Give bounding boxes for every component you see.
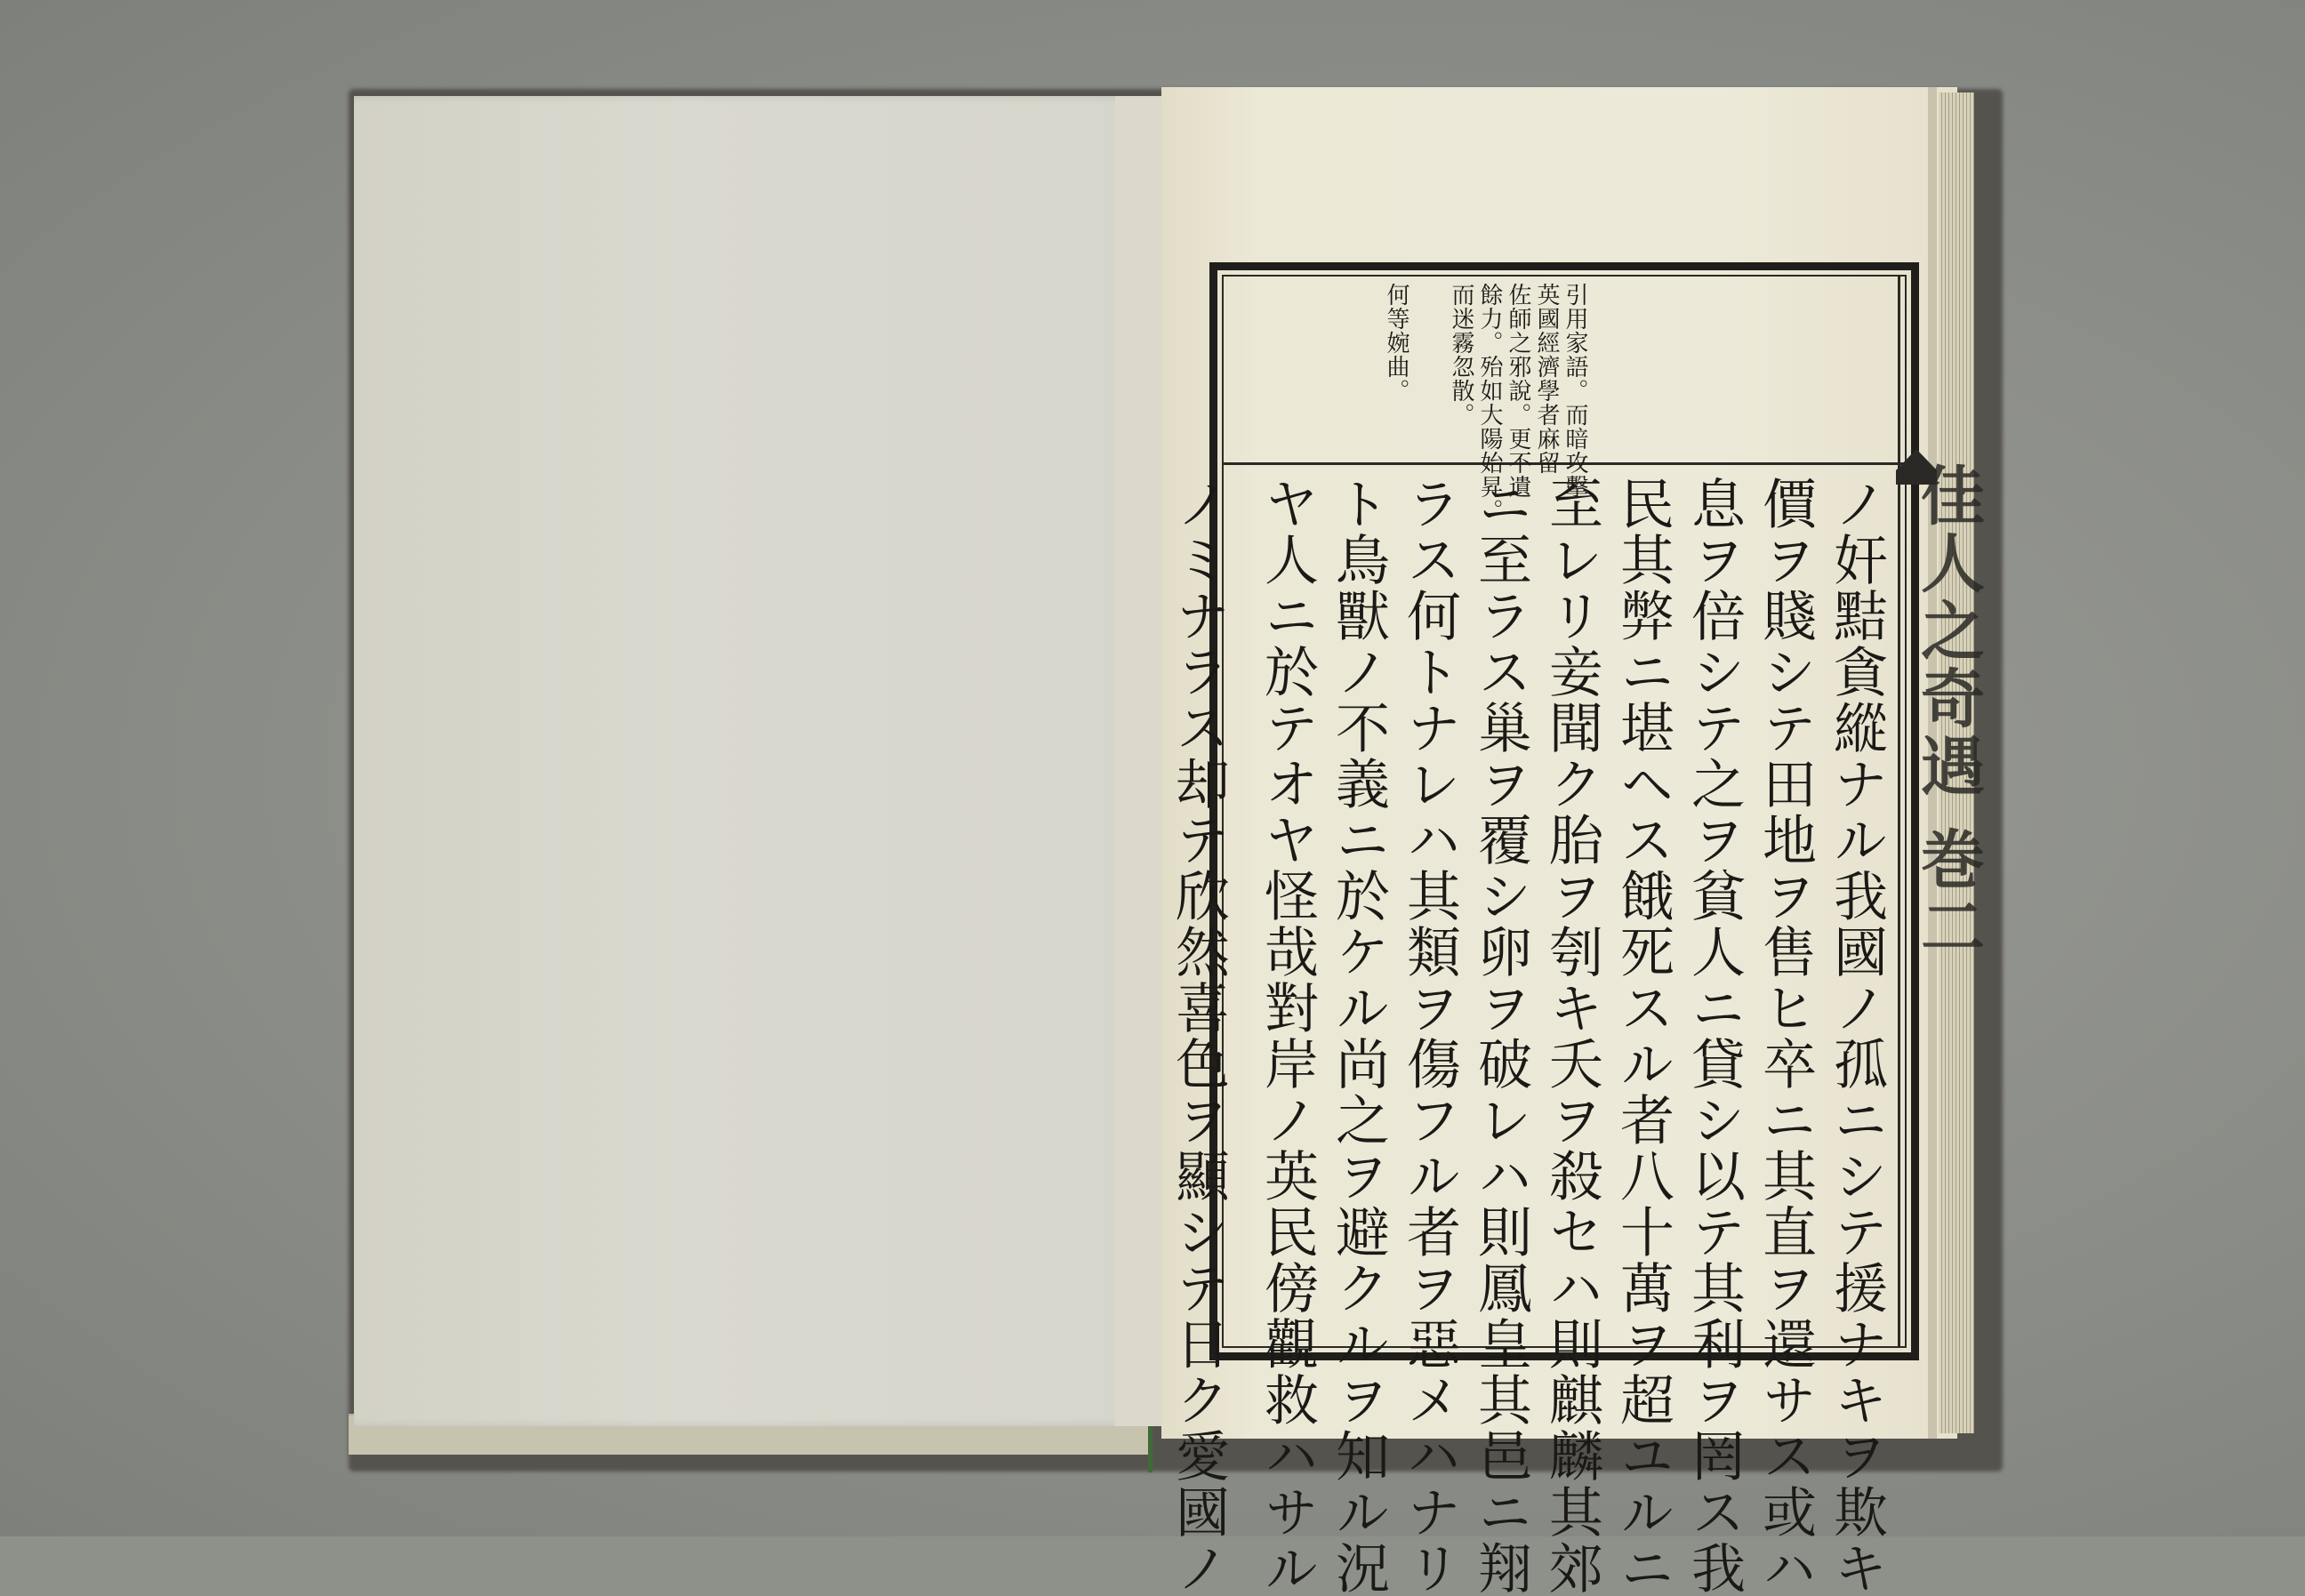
- text-column: 民其弊ニ堪ヘス餓死スル者八十萬ヲ超ユルニ: [1611, 476, 1675, 1596]
- text-column: 息ヲ倍シテ之ヲ貧人ニ貸シ以テ其利ヲ罔ス我: [1683, 476, 1746, 1596]
- header-note: 佐師之邪說。更不遺: [1505, 283, 1531, 499]
- text-column: ノミナラス却テ欣然喜色ヲ顯シテ日ク愛國ノ: [1167, 476, 1230, 1596]
- left-page-gutter: [1115, 96, 1161, 1426]
- header-note: 引用家語。而暗攻擊: [1562, 283, 1588, 499]
- text-column: 至レリ妾聞ク胎ヲ刳キ夭ヲ殺セハ則麒麟其郊: [1540, 476, 1603, 1596]
- running-title: 佳人之奇遇 巻二: [1910, 462, 1986, 962]
- margin-divider: [1898, 275, 1900, 1348]
- header-note: 餘力。殆如大陽始昇。: [1476, 283, 1503, 523]
- left-blank-page: [354, 96, 1161, 1426]
- text-column: ノ奸黠貪縱ナル我國ノ孤ニシテ援ナキヲ欺キ: [1825, 476, 1888, 1596]
- header-note: 而迷霧忽散。: [1448, 283, 1474, 427]
- header-note: 何等婉曲。: [1383, 283, 1410, 403]
- text-column: ト鳥獸ノ不義ニ於ケル尚之ヲ避クルヲ知ル況: [1327, 476, 1390, 1596]
- text-column: ヤ人ニ於テオヤ怪哉對岸ノ英民傍觀救ハサル: [1256, 476, 1319, 1596]
- header-note: 英國經濟學者麻留: [1533, 283, 1560, 475]
- text-column: 價ヲ賤シテ田地ヲ售ヒ卒ニ其直ヲ還サス或ハ: [1754, 476, 1817, 1596]
- text-column: ニ至ラス巢ヲ覆シ卵ヲ破レハ則鳳皇其邑ニ翔: [1469, 476, 1532, 1596]
- binding-thread: [1148, 1423, 1152, 1472]
- text-column: ラス何トナレハ其類ヲ傷フル者ヲ惡メハナリ: [1398, 476, 1461, 1596]
